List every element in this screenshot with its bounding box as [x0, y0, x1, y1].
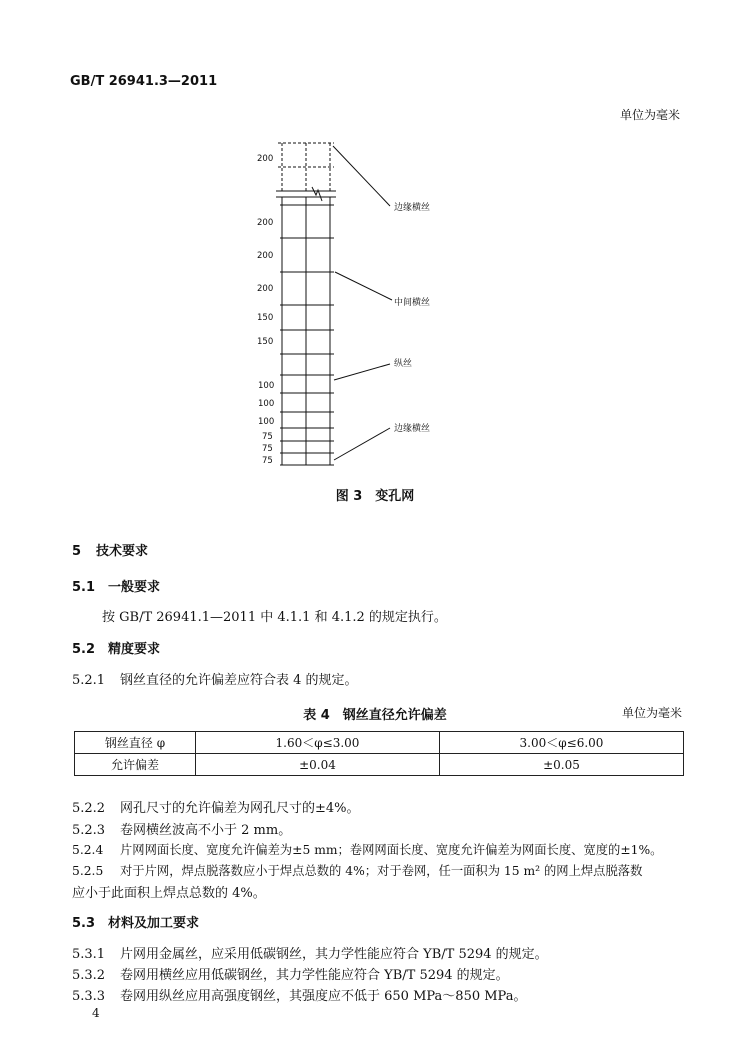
- section-title: 技术要求: [96, 544, 149, 559]
- table-title: 表 4 钢丝直径允许偏差: [303, 708, 447, 723]
- paragraph-5-2-5-line1: [72, 861, 642, 879]
- leader-line: [334, 364, 390, 380]
- clause-number: 5.3.3: [72, 989, 106, 1004]
- clause-text: 片网网面长度、宽度允许偏差为±5 mm；卷网网面长度、宽度允许偏差为网面长度、宽度的±1%。: [120, 843, 663, 857]
- standard-code: GB/T 26941.3—2011: [70, 74, 218, 89]
- section-title: 材料及加工要求: [108, 916, 200, 931]
- dimension-label: 200: [257, 284, 274, 294]
- table-unit-note: 单位为毫米: [621, 706, 682, 720]
- dimension-label: 75: [262, 432, 273, 442]
- dimension-label: 100: [258, 399, 275, 409]
- paragraph-5-3-3: [72, 985, 526, 1004]
- section-number: 5.2: [72, 642, 96, 657]
- section-5-3-heading: [72, 912, 199, 931]
- clause-text: 卷网横丝波高不小于 2 mm。: [120, 823, 292, 838]
- figure-caption: 图 3 变孔网: [335, 489, 415, 504]
- section-5-1-heading: [72, 576, 160, 595]
- clause-text: 卷网用横丝应用低碳钢丝，其力学性能应符合 YB/T 5294 的规定。: [120, 968, 509, 983]
- clause-number: 5.3.2: [72, 968, 106, 983]
- paragraph-5-2-1: [72, 669, 358, 688]
- clause-text: 网孔尺寸的允许偏差为网孔尺寸的±4%。: [120, 801, 360, 816]
- paragraph-5-2-2: [72, 797, 360, 816]
- unit-note: 单位为毫米: [619, 108, 680, 122]
- section-5-2-heading: [72, 638, 160, 657]
- table-row: [75, 754, 684, 776]
- leader-line: [333, 146, 390, 206]
- leader-line: [335, 272, 392, 300]
- clause-number: 5.2.5: [72, 864, 104, 878]
- paragraph-5-1: 按 GB/T 26941.1—2011 中 4.1.1 和 4.1.2 的规定执行。: [102, 610, 447, 625]
- table-cell: 允许偏差: [75, 754, 196, 776]
- paragraph-5-2-4: [72, 840, 662, 858]
- paragraph-5-3-1: [72, 943, 548, 962]
- label-middle-cross-wire: 中间横丝: [394, 298, 431, 308]
- dimension-label: 150: [257, 313, 274, 323]
- section-5-heading: [72, 540, 148, 559]
- page-number: 4: [92, 1006, 100, 1020]
- table-cell: 1.60＜φ≤3.00: [196, 732, 440, 754]
- table-cell: ±0.05: [440, 754, 684, 776]
- section-number: 5.1: [72, 580, 96, 595]
- paragraph-5-2-5-line2: 应小于此面积上焊点总数的 4%。: [72, 886, 266, 901]
- clause-number: 5.2.2: [72, 801, 106, 816]
- clause-text: 片网用金属丝，应采用低碳钢丝，其力学性能应符合 YB/T 5294 的规定。: [120, 947, 548, 962]
- label-edge-cross-wire-top: 边缘横丝: [394, 203, 431, 213]
- dimension-label: 100: [258, 417, 275, 427]
- table-cell: 3.00＜φ≤6.00: [440, 732, 684, 754]
- dimension-label: 75: [262, 456, 273, 466]
- paragraph-5-2-3: [72, 819, 291, 838]
- tolerance-table: [74, 731, 684, 776]
- table-cell: ±0.04: [196, 754, 440, 776]
- clause-text: 钢丝直径的允许偏差应符合表 4 的规定。: [120, 673, 358, 688]
- clause-text: 卷网用纵丝应用高强度钢丝，其强度应不低于 650 MPa～850 MPa。: [120, 989, 527, 1004]
- clause-text: 对于片网，焊点脱落数应小于焊点总数的 4%；对于卷网，任一面积为 15 m² 的网上焊点脱落数: [120, 864, 643, 878]
- section-number: 5: [72, 544, 82, 559]
- dimension-label: 150: [257, 337, 274, 347]
- clause-number: 5.2.3: [72, 823, 106, 838]
- dimension-label: 200: [257, 218, 274, 228]
- section-title: 一般要求: [108, 580, 161, 595]
- section-number: 5.3: [72, 916, 96, 931]
- figure-variable-mesh: [0, 0, 750, 480]
- paragraph-5-3-2: [72, 964, 509, 983]
- label-longitudinal-wire: 纵丝: [394, 359, 413, 369]
- dimension-label: 100: [258, 381, 275, 391]
- dimension-label: 75: [262, 444, 273, 454]
- dimension-label: 200: [257, 251, 274, 261]
- table-cell: 钢丝直径 φ: [75, 732, 196, 754]
- label-edge-cross-wire-bottom: 边缘横丝: [394, 424, 431, 434]
- clause-number: 5.2.4: [72, 843, 104, 857]
- clause-number: 5.3.1: [72, 947, 106, 962]
- table-row: [75, 732, 684, 754]
- section-title: 精度要求: [108, 642, 161, 657]
- leader-line: [334, 428, 390, 460]
- dimension-label: 200: [257, 154, 274, 164]
- break-mark: [312, 187, 322, 201]
- clause-number: 5.2.1: [72, 673, 106, 688]
